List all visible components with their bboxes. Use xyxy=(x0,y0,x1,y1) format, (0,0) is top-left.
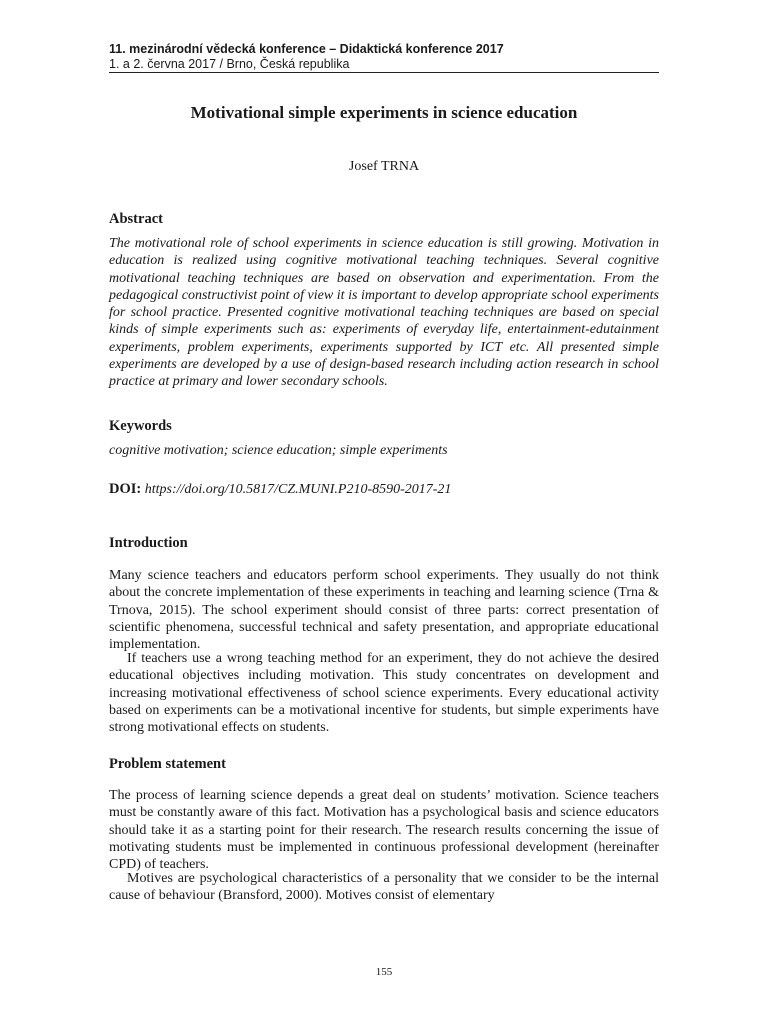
conference-name: 11. mezinárodní vědecká konference – Didaktická konference 2017 xyxy=(109,42,504,56)
paper-title: Motivational simple experiments in science education xyxy=(190,103,578,122)
paper-author: Josef TRNA xyxy=(348,159,420,174)
problem-paragraph-1: The process of learning science depends a great deal on students’ motivation. Science teachers must be constantly aware of this fact. Motivation has a psychological basis and science educators should take it as a starting point for their research. The research results concerning the issue of motivating students must be implemented in continuous professional development (hereinafter CPD) of teachers. xyxy=(109,788,659,873)
introduction-heading: Introduction xyxy=(109,535,188,551)
introduction-paragraph-2: If teachers use a wrong teaching method for an experiment, they do not achieve the desired educational objectives including motivation. This study concentrates on development and increasing motivational effectiveness of school science experiments. Every educational activity based on experiments can be a motivational incentive for students, but simple experiments have strong motivational effects on students. xyxy=(109,651,659,736)
introduction-paragraph-1: Many science teachers and educators perform school experiments. They usually do not think about the concrete implementation of these experiments in teaching and learning science (Trna & Trnova, 2015). The school experiment should consist of three parts: correct presentation of scientific phenomena, successful technical and safety presentation, and appropriate educational implementation. xyxy=(109,568,659,653)
doi-label: DOI: xyxy=(109,481,142,497)
page-number: 155 xyxy=(375,966,393,978)
doi-link[interactable]: https://doi.org/10.5817/CZ.MUNI.P210-8590-2017-21 xyxy=(144,482,452,497)
doi-line xyxy=(109,481,451,498)
keywords-text: cognitive motivation; science education; simple experiments xyxy=(109,443,448,458)
conference-date-place: 1. a 2. června 2017 / Brno, Česká republika xyxy=(109,57,350,71)
abstract-heading: Abstract xyxy=(109,211,163,227)
problem-paragraph-2: Motives are psychological characteristics of a personality that we consider to be the internal cause of behaviour (Bransford, 2000). Motives consist of elementary xyxy=(109,871,659,904)
keywords-heading: Keywords xyxy=(109,418,172,434)
abstract-text: The motivational role of school experiments in science education is still growing. Motivation in education is realized using cognitive motivational teaching techniques. Several cognitive motivational teaching techniques are based on observation and experimentation. From the pedagogical constructivist point of view it is important to develop appropriate school experiments for school practice. Presented cognitive motivational teaching techniques are based on special kinds of simple experiments such as: experiments of everyday life, entertainment-edutainment experiments, problem experiments, experiments supported by ICT etc. All presented simple experiments are developed by a use of design-based research including action research in school practice at primary and lower secondary schools. xyxy=(109,236,659,390)
running-header xyxy=(109,42,659,72)
header-divider xyxy=(109,72,659,73)
problem-statement-heading: Problem statement xyxy=(109,756,226,772)
